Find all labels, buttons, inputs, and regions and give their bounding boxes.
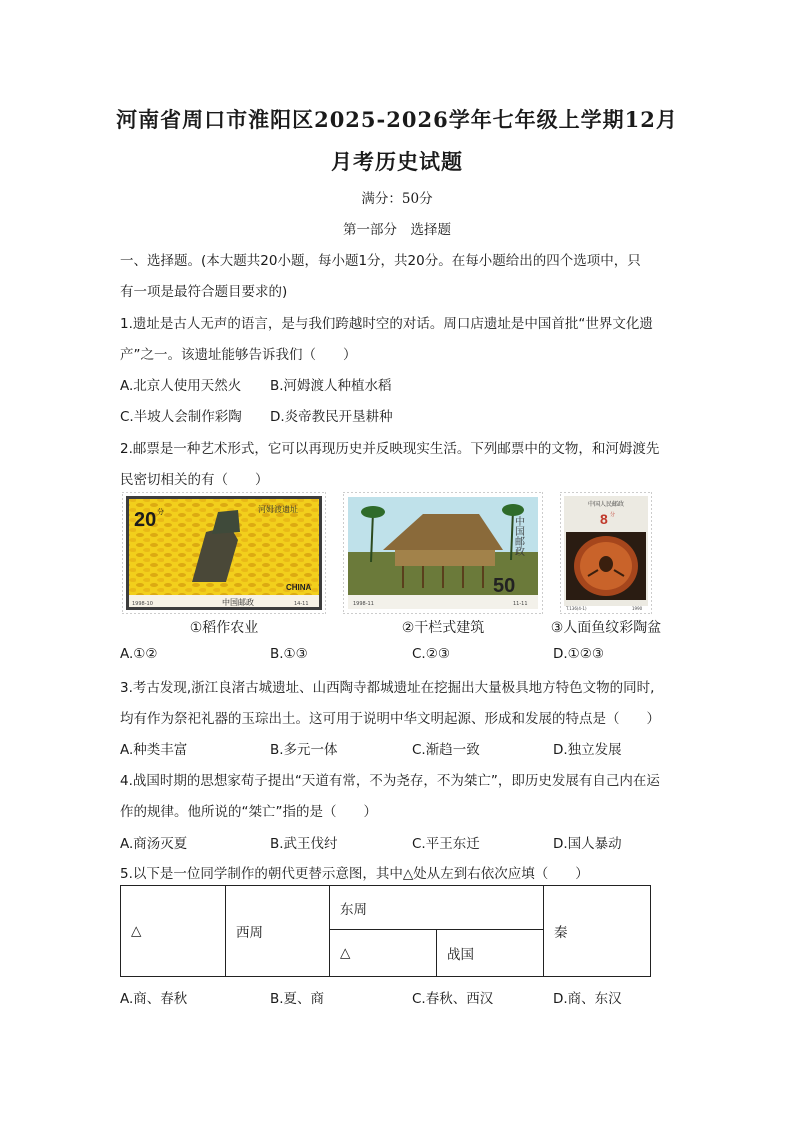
stamp1-serial-left: 1998-10 xyxy=(132,601,153,607)
q5-stem-line1: 5.以下是一位同学制作的朝代更替示意图，其中△处从左到右依次应填（ ） xyxy=(120,866,589,882)
stamp1-postal: 中国邮政 xyxy=(222,598,254,607)
stamp1-country: CHINA xyxy=(286,583,312,592)
stamp2-caption: ②干栏式建筑 xyxy=(401,620,485,636)
q1-option-a: A.北京人使用天然火 xyxy=(120,378,242,394)
q5-option-b: B.夏、商 xyxy=(270,991,325,1007)
q4-option-d: D.国人暴动 xyxy=(553,836,622,852)
q1-option-b: B.河姆渡人种植水稻 xyxy=(270,378,392,394)
q3-option-c: C.渐趋一致 xyxy=(412,742,480,758)
stamp2-value: 50 xyxy=(493,575,516,597)
stamp3-postal: 中国人民邮政 xyxy=(587,501,625,508)
part-heading: 第一部分 选择题 xyxy=(343,222,451,238)
q2-stem-line2: 民密切相关的有（ ） xyxy=(120,472,269,488)
section-intro-line2: 有一项是最符合题目要求的) xyxy=(120,284,288,300)
cell-eastern-zhou: 东周 xyxy=(330,886,544,930)
q3-stem-line2: 均有作为祭祀礼器的玉琮出土。这可用于说明中华文明起源、形成和发展的特点是（ ） xyxy=(120,711,660,727)
q5-option-a: A.商、春秋 xyxy=(120,991,188,1007)
q2-option-b: B.①③ xyxy=(270,646,308,662)
cell-qin: 秦 xyxy=(544,886,651,977)
q1-stem-line2: 产”之一。该遗址能够告诉我们（ ） xyxy=(120,347,357,363)
stamp2-serial-right: 11-11 xyxy=(513,601,528,607)
cell-western-zhou: 西周 xyxy=(226,886,330,977)
q2-stem-line1: 2.邮票是一种艺术形式，它可以再现历史并反映现实生活。下列邮票中的文物，和河姆渡先 xyxy=(120,441,660,457)
stamp3-serial-right: 1990 xyxy=(632,606,643,611)
stamp-rice-farming xyxy=(122,492,326,614)
cell-warring-states: 战国 xyxy=(437,930,544,977)
q4-stem-line1: 4.战国时期的思想家荀子提出“天道有常，不为尧存，不为桀亡”，即历史发展有自己内在运 xyxy=(120,773,660,789)
exam-title-line2: 月考历史试题 xyxy=(331,149,463,174)
q2-option-c: C.②③ xyxy=(412,646,450,662)
stamp1-banner: 河姆渡遗址 xyxy=(258,505,298,514)
stamp3-value: 8 xyxy=(600,511,608,527)
stamp-painted-pottery xyxy=(560,492,652,614)
q3-option-a: A.种类丰富 xyxy=(120,742,188,758)
stamp3-serial-left: T.136(4-1) xyxy=(566,606,587,611)
q2-option-a: A.①② xyxy=(120,646,158,662)
stamp1-caption: ①稻作农业 xyxy=(189,620,259,636)
q5-option-c: C.春秋、西汉 xyxy=(412,991,494,1007)
stamp1-value: 20 xyxy=(134,509,157,531)
q4-stem-line2: 作的规律。他所说的“桀亡”指的是（ ） xyxy=(120,804,377,820)
section-intro-line1: 一、选择题。(本大题共20小题，每小题1分，共20分。在每小题给出的四个选项中，只 xyxy=(120,253,641,269)
q4-option-b: B.武王伐纣 xyxy=(270,836,338,852)
q1-stem-line1: 1.遗址是古人无声的语言，是与我们跨越时空的对话。周口店遗址是中国首批“世界文化遗 xyxy=(120,316,653,332)
cell-blank-2: △ xyxy=(330,930,437,977)
q3-option-b: B.多元一体 xyxy=(270,742,338,758)
q1-option-c: C.半坡人会制作彩陶 xyxy=(120,409,242,425)
stamp2-postal: 中国邮政 xyxy=(512,516,524,556)
dynasty-table xyxy=(120,885,651,977)
q2-option-d: D.①②③ xyxy=(553,646,604,662)
q4-option-c: C.平王东迁 xyxy=(412,836,480,852)
stamp3-caption: ③人面鱼纹彩陶盆 xyxy=(550,620,662,636)
exam-title-line1: 河南省周口市淮阳区2025-2026学年七年级上学期12月 xyxy=(116,107,678,132)
stamp1-serial-right: 14-11 xyxy=(294,601,309,607)
cell-blank-1: △ xyxy=(121,886,226,977)
q3-stem-line1: 3.考古发现,浙江良渚古城遗址、山西陶寺都城遗址在挖掘出大量极具地方特色文物的同时, xyxy=(120,680,655,696)
full-score: 满分：50分 xyxy=(361,191,433,207)
stamp-stilt-house xyxy=(343,492,543,614)
q5-option-d: D.商、东汉 xyxy=(553,991,622,1007)
stamp1-cents: 分 xyxy=(157,508,164,516)
q1-option-d: D.炎帝教民开垦耕种 xyxy=(270,409,393,425)
stamp2-serial-left: 1998-11 xyxy=(353,601,374,607)
q4-option-a: A.商汤灭夏 xyxy=(120,836,188,852)
stamp3-cents: 分 xyxy=(610,512,616,518)
q3-option-d: D.独立发展 xyxy=(553,742,622,758)
